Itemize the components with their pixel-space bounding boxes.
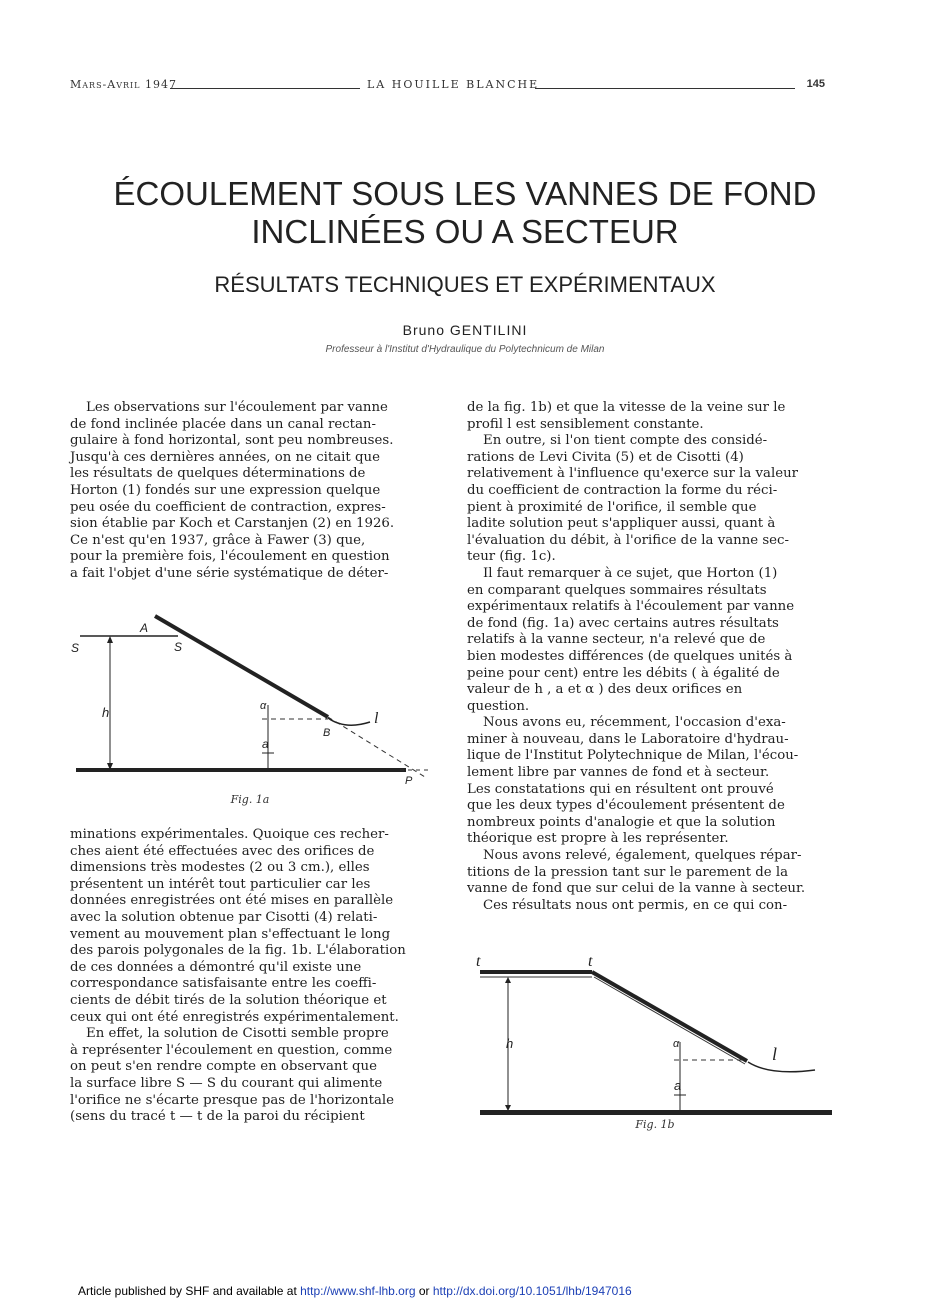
text-line: avec la solution obtenue par Cisotti (4) relati- <box>70 909 378 925</box>
text-line: on peut s'en rendre compte en observant que <box>70 1059 377 1075</box>
paragraph-intro <box>70 400 427 583</box>
footer-link-shf[interactable]: http://www.shf-lhb.org <box>300 1284 416 1298</box>
text-line: dimensions très modestes (2 ou 3 cm.), elles <box>70 860 370 876</box>
label-A: A <box>140 621 149 635</box>
text-line: vement au mouvement plan s'effectuant le long <box>70 926 391 942</box>
label-t-right: t <box>588 953 593 970</box>
figure-1b <box>470 950 840 1130</box>
footer-link-doi[interactable]: http://dx.doi.org/10.1051/lhb/1947016 <box>432 1284 632 1298</box>
text-line: Ce n'est qu'en 1937, grâce à Fawer (3) que, <box>70 532 366 548</box>
label-S-right: S <box>174 640 183 654</box>
text-line: expérimentaux relatifs à l'écoulement par vanne <box>467 599 795 615</box>
paragraph-laboratoire <box>467 715 825 848</box>
header-journal-name: LA HOUILLE BLANCHE <box>367 78 540 91</box>
paragraph-resultats <box>467 898 825 915</box>
text-line: présentent un intérêt tout particulier car les <box>70 876 371 892</box>
footer-citation <box>78 1284 878 1298</box>
text-line: les résultats de quelques déterminations de <box>70 466 366 482</box>
text-line: relativement à l'influence qu'exerce sur la valeur <box>467 466 799 482</box>
running-header <box>70 78 825 98</box>
text-line: a fait l'objet d'une série systématique de déter- <box>70 565 389 581</box>
figure-1b-diagram <box>470 950 840 1130</box>
text-line: Horton (1) fondés sur une expression quelque <box>70 482 381 498</box>
text-line: des parois polygonales de la fig. 1b. L'élaboration <box>70 943 406 959</box>
article-subtitle: RÉSULTATS TECHNIQUES ET EXPÉRIMENTAUX <box>214 272 716 297</box>
text-line: correspondance satisfaisante entre les coeffi- <box>70 976 377 992</box>
text-line: teur (fig. 1c). <box>467 549 556 565</box>
label-S-left: S <box>71 641 80 655</box>
text-line: bien modestes différences (de quelques unités à <box>467 648 793 664</box>
text-line: titions de la pression tant sur le parement de la <box>467 864 789 880</box>
text-line: ladite solution peut s'appliquer aussi, quant à <box>467 516 776 532</box>
text-line: En outre, si l'on tient compte des considé- <box>483 433 768 449</box>
text-line: cients de débit tirés de la solution théorique et <box>70 992 387 1008</box>
text-line: données enregistrées ont été mises en parallèle <box>70 893 394 909</box>
label-h: h <box>102 705 110 720</box>
article-title-line2: INCLINÉES OU A SECTEUR <box>251 213 679 250</box>
header-issue-date: Mars-Avril 1947 <box>70 78 177 91</box>
paragraph-continued <box>467 400 825 433</box>
text-line: du coefficient de contraction la forme du réci- <box>467 482 778 498</box>
text-line: (sens du tracé t — t de la paroi du récipient <box>70 1109 365 1125</box>
text-line: à représenter l'écoulement en question, comme <box>70 1042 393 1058</box>
paragraph-pression <box>467 848 825 898</box>
text-line: théorique est propre à les représenter. <box>467 831 729 847</box>
text-line: la surface libre S — S du courant qui alimente <box>70 1075 383 1091</box>
article-author: Bruno GENTILINI <box>402 322 528 338</box>
text-line: lement libre par vannes de fond et à secteur. <box>467 765 770 781</box>
label-alpha: α <box>260 700 267 712</box>
footer-middle: or <box>415 1284 433 1298</box>
label-P: P <box>405 775 413 787</box>
text-line: ceux qui ont été enregistrés expérimentalement. <box>70 1009 399 1025</box>
text-line: sion établie par Koch et Carstanjen (2) en 1926. <box>70 516 395 532</box>
text-line: pour la première fois, l'écoulement en question <box>70 549 390 565</box>
text-line: que les deux types d'écoulement présentent de <box>467 798 785 814</box>
paragraph-horton <box>467 566 825 715</box>
text-line: l'évaluation du débit, à l'orifice de la vanne sec- <box>467 532 789 548</box>
text-line: Nous avons eu, récemment, l'occasion d'exa- <box>483 715 786 731</box>
left-column-bottom <box>70 827 427 1126</box>
text-line: valeur de h , a et α ) des deux orifices en <box>467 682 743 698</box>
paragraph-intro-continued <box>70 827 427 1026</box>
label-B: B <box>323 727 331 739</box>
text-line: en comparant quelques sommaires résultats <box>467 582 767 598</box>
text-line: peu osée du coefficient de contraction, expres- <box>70 499 386 515</box>
label-t-left: t <box>476 953 481 970</box>
text-line: de ces données a démontré qu'il existe une <box>70 959 362 975</box>
figure-1b-caption: Fig. 1b <box>635 1118 675 1131</box>
label-l: l <box>374 710 379 727</box>
text-line: Les observations sur l'écoulement par vanne <box>86 400 388 415</box>
right-column <box>467 400 825 914</box>
text-line: de fond inclinée placée dans un canal rectan- <box>70 416 376 432</box>
text-line: Ces résultats nous ont permis, en ce qui con- <box>483 897 788 913</box>
text-line: En effet, la solution de Cisotti semble propre <box>86 1026 389 1042</box>
header-rule-left <box>170 88 360 89</box>
article-title-line1: ÉCOULEMENT SOUS LES VANNES DE FOND <box>113 175 817 212</box>
text-line: l'orifice ne s'écarte presque pas de l'horizontale <box>70 1092 394 1108</box>
text-line: lique de l'Institut Polytechnique de Milan, l'écou- <box>467 748 799 764</box>
label-h: h <box>506 1036 514 1051</box>
figure-1a-diagram <box>60 605 440 805</box>
header-page-number: 145 <box>806 78 825 90</box>
text-line: rations de Levi Civita (5) et de Cisotti (4) <box>467 449 744 465</box>
text-line: pient à proximité de l'orifice, il semble que <box>467 499 757 515</box>
label-a: a <box>262 737 269 751</box>
text-line: nombreux points d'analogie et que la solution <box>467 814 776 830</box>
left-column-top <box>70 400 427 583</box>
text-line: question. <box>467 698 530 714</box>
label-alpha: α <box>673 1038 680 1050</box>
paragraph-levi-civita <box>467 433 825 566</box>
text-line: relatifs à la vanne secteur, n'a relevé que de <box>467 632 766 648</box>
paragraph-cisotti <box>70 1026 427 1126</box>
label-l: l <box>772 1044 778 1064</box>
figure-1a-caption: Fig. 1a <box>230 793 270 806</box>
figure-1a <box>60 605 440 805</box>
text-line: profil l est sensiblement constante. <box>467 416 704 432</box>
text-line: Il faut remarquer à ce sujet, que Horton (1) <box>483 565 778 581</box>
label-a: a <box>674 1078 682 1093</box>
text-line: Nous avons relevé, également, quelques répar- <box>483 848 802 864</box>
text-line: miner à nouveau, dans le Laboratoire d'hydrau- <box>467 731 789 747</box>
text-line: gulaire à fond horizontal, sont peu nombreuses. <box>70 433 394 449</box>
text-line: ches aient été effectuées avec des orifices de <box>70 843 375 859</box>
text-line: vanne de fond que sur celui de la vanne à secteur. <box>467 881 806 897</box>
header-rule-right <box>535 88 795 89</box>
text-line: Jusqu'à ces dernières années, on ne citait que <box>70 449 380 465</box>
text-line: de la fig. 1b) et que la vitesse de la veine sur le <box>467 400 786 415</box>
text-line: de fond (fig. 1a) avec certains autres résultats <box>467 615 779 631</box>
text-line: peine pour cent) entre les débits ( à égalité de <box>467 665 780 681</box>
text-line: minations expérimentales. Quoique ces recher- <box>70 827 389 842</box>
author-affiliation: Professeur à l'Institut d'Hydraulique du Polytechnicum de Milan <box>325 344 605 355</box>
footer-prefix: Article published by SHF and available at <box>78 1284 301 1298</box>
text-line: Les constatations qui en résultent ont prouvé <box>467 781 774 797</box>
